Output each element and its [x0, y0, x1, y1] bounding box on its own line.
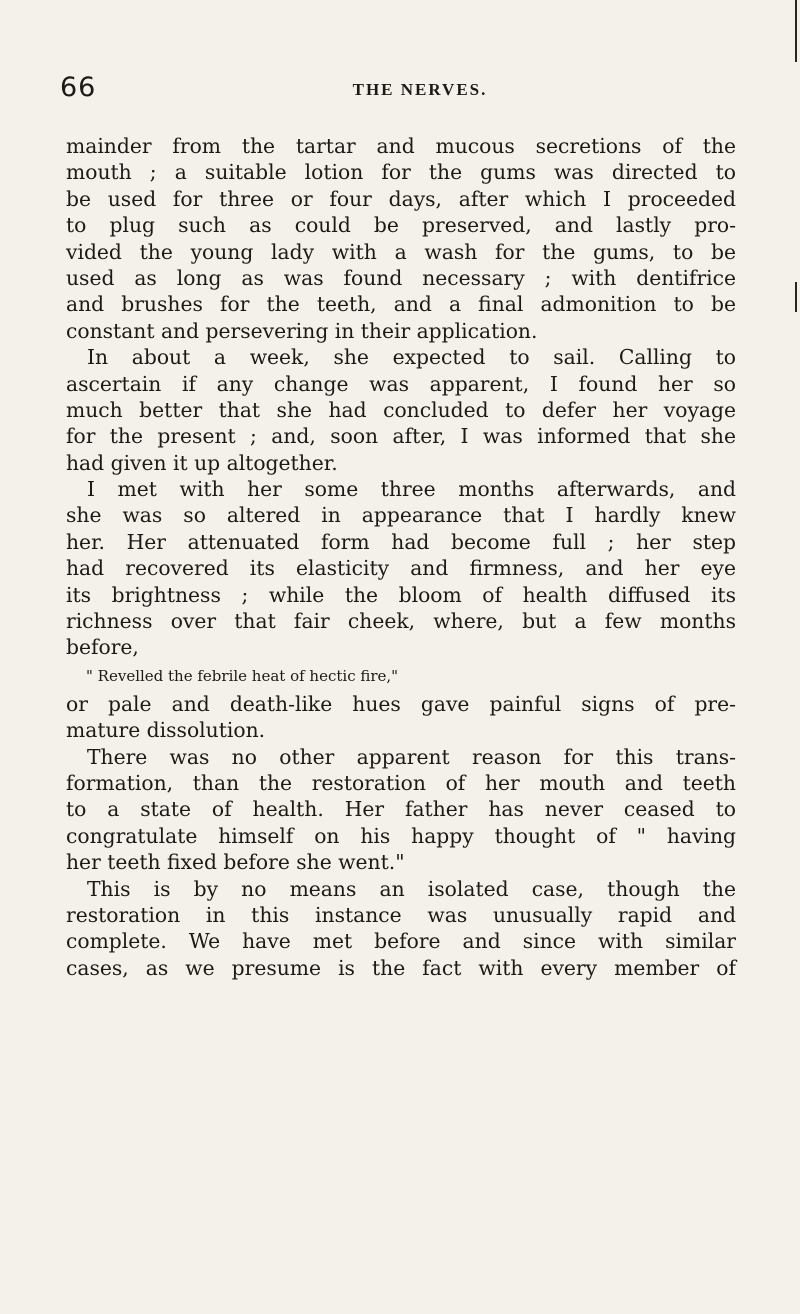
text-line: ascertain if any change was apparent, I found her so	[66, 371, 736, 396]
text-line: and brushes for the teeth, and a final admonition to be	[66, 292, 736, 317]
text-line: mainder from the tartar and mucous secretions of the	[66, 134, 736, 158]
text-line: her. Her attenuated form had become full ; her step	[66, 529, 736, 554]
quotation-line: " Revelled the febrile heat of hectic fire,"	[86, 666, 399, 685]
page-edge-mark	[795, 282, 797, 312]
text-line: she was so altered in appearance that I hardly knew	[66, 503, 736, 528]
text-line: before,	[66, 635, 139, 660]
paragraph-start-line: I met with her some three months afterwards, and	[87, 477, 736, 502]
text-line: for the present ; and, soon after, I was informed that she	[66, 424, 736, 449]
running-head: THE NERVES.	[352, 80, 488, 99]
text-line: to plug such as could be preserved, and lastly pro-	[66, 213, 736, 238]
page-number: 66	[60, 72, 97, 103]
text-line: complete. We have met before and since with similar	[66, 929, 736, 954]
page-edge-mark	[795, 0, 797, 62]
text-line: to a state of health. Her father has never ceased to	[66, 797, 736, 822]
text-line: richness over that fair cheek, where, but a few months	[66, 609, 736, 634]
text-line: her teeth fixed before she went."	[66, 850, 405, 875]
text-line: congratulate himself on his happy thought of " having	[66, 823, 736, 848]
text-line: restoration in this instance was unusually rapid and	[66, 902, 736, 927]
paragraph-start-line: In about a week, she expected to sail. Calling to	[87, 345, 736, 370]
text-line: had given it up altogether.	[66, 450, 338, 475]
paragraph-start-line: There was no other apparent reason for this trans-	[87, 744, 736, 769]
text-line: constant and persevering in their application.	[66, 318, 538, 343]
text-line: had recovered its elasticity and firmness, and her eye	[66, 556, 736, 581]
text-line: mouth ; a suitable lotion for the gums was directed to	[66, 160, 736, 185]
text-line: be used for three or four days, after which I proceeded	[66, 186, 736, 211]
body-text	[66, 133, 736, 981]
text-line: used as long as was found necessary ; with dentifrice	[66, 265, 736, 290]
text-line: cases, as we presume is the fact with every member of	[66, 955, 736, 980]
paragraph-start-line: This is by no means an isolated case, though the	[87, 876, 736, 901]
text-line: formation, than the restoration of her mouth and teeth	[66, 770, 736, 795]
text-line: its brightness ; while the bloom of health diffused its	[66, 582, 736, 607]
text-line: mature dissolution.	[66, 718, 266, 743]
text-line: much better that she had concluded to defer her voyage	[66, 397, 736, 422]
text-line: vided the young lady with a wash for the gums, to be	[66, 239, 736, 264]
text-line: or pale and death-like hues gave painful signs of pre-	[66, 691, 736, 716]
